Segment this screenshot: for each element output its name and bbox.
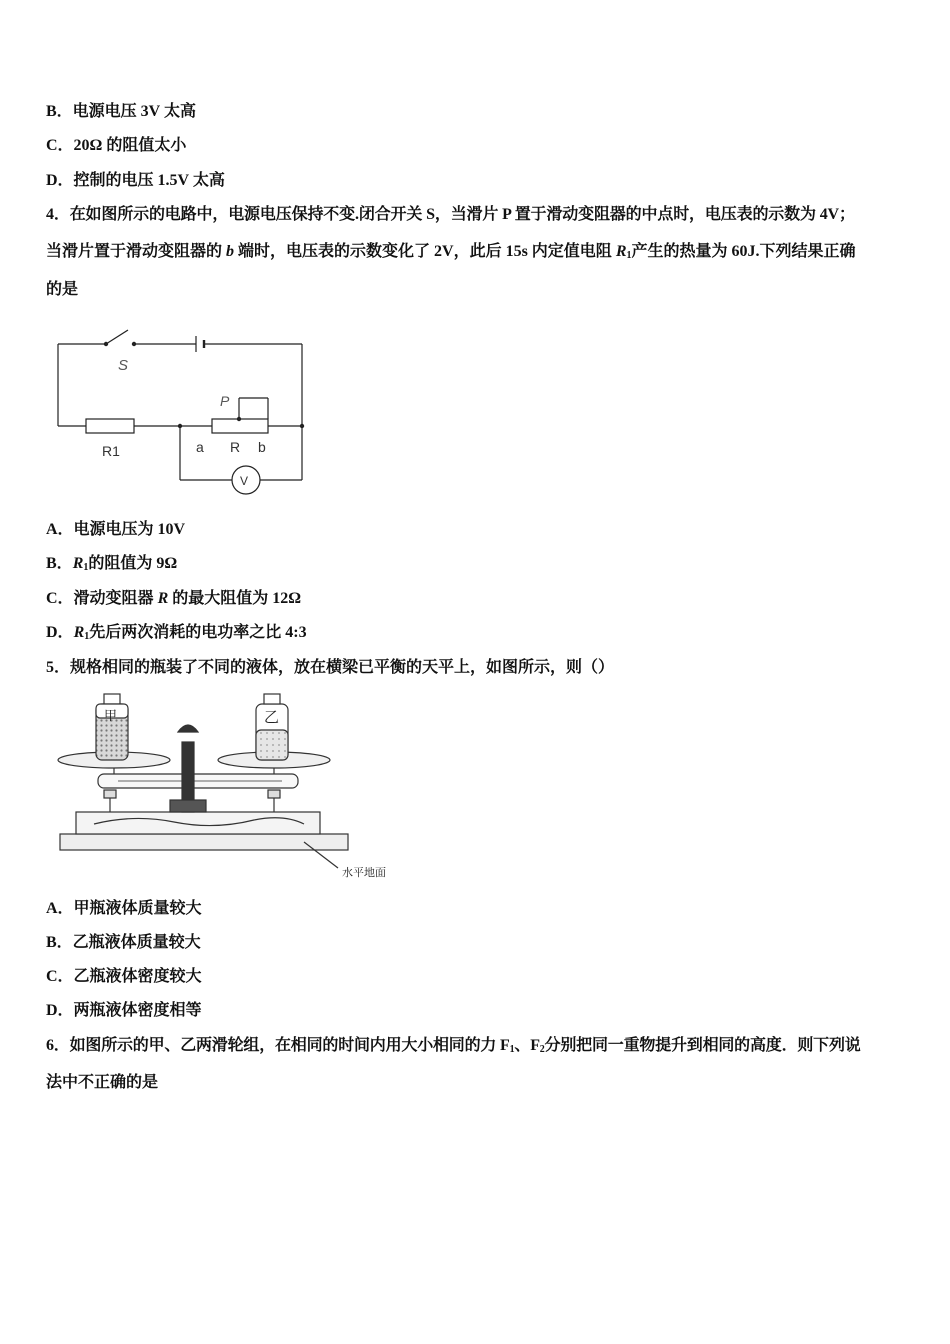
q6-f2-sub: 2: [539, 1044, 545, 1055]
balance-base: [76, 812, 320, 834]
q4-stem-b-end: b: [226, 243, 235, 260]
resistor-r1: [86, 419, 134, 433]
q4-stem-text: 当滑片置于滑动变阻器的: [46, 243, 227, 260]
q4-stem-text: 产生的热量为 60J.下列结果正确: [631, 243, 856, 260]
q6-stem-line1: [46, 1036, 861, 1060]
q4-option-a: A．电源电压为 10V: [46, 521, 186, 538]
switch-label: S: [118, 357, 129, 374]
q6-stem-text: 6．如图所示的甲、乙两滑轮组，在相同的时间内用大小相同的力 F: [46, 1037, 510, 1054]
foot-right: [268, 790, 280, 798]
q4-circuit-diagram: [46, 320, 316, 500]
option-r-sub: 1: [84, 631, 90, 642]
q5-stem: 5．规格相同的瓶装了不同的液体，放在横梁已平衡的天平上，如图所示，则（）: [46, 659, 615, 676]
q6-stem-text: 分别把同一重物提升到相同的高度．则下列说: [544, 1037, 861, 1054]
voltmeter-label: V: [240, 474, 249, 488]
q5-option-a: A．甲瓶液体质量较大: [46, 900, 202, 917]
q4-stem-r: R: [615, 243, 627, 260]
option-r-sub: 1: [83, 562, 89, 573]
r1-label: R1: [102, 443, 120, 459]
pillar-top: [178, 725, 198, 732]
q3-option-c: C．20Ω 的阻值太小: [46, 137, 187, 154]
bottle-right-liquid: [256, 730, 288, 760]
switch-contact: [104, 342, 108, 346]
bottle-right-label: 乙: [264, 709, 280, 726]
q6-stem-line2: 法中不正确的是: [46, 1074, 159, 1091]
end-a-label: a: [196, 439, 204, 455]
slider-label: P: [220, 393, 230, 409]
bottle-left-cap: [104, 694, 120, 704]
q5-option-b: B．乙瓶液体质量较大: [46, 934, 201, 951]
slider-contact: [237, 417, 241, 421]
option-text: B．: [46, 555, 73, 572]
junction-node: [178, 424, 182, 428]
rheostat-label: R: [230, 439, 241, 455]
q4-stem-line1: 4．在如图所示的电路中，电源电压保持不变.闭合开关 S，当滑片 P 置于滑动变阻器的中点时，电压表的示数为 4V；: [46, 206, 855, 223]
ground-label: 水平地面: [342, 867, 386, 879]
option-text: C．滑动变阻器: [46, 590, 158, 607]
option-text: 先后两次消耗的电功率之比 4:3: [89, 624, 307, 641]
q4-stem-line3: 的是: [46, 281, 79, 298]
end-b-label: b: [258, 439, 266, 455]
switch-blade: [106, 330, 128, 344]
option-r: R: [73, 624, 85, 641]
q6-stem-text: 、F: [514, 1037, 540, 1054]
q6-f1-sub: 1: [509, 1044, 515, 1055]
q4-option-d: [46, 623, 307, 647]
q5-option-c: C．乙瓶液体密度较大: [46, 968, 202, 985]
option-r: R: [72, 555, 84, 572]
q4-option-c: [46, 589, 301, 609]
switch-contact: [132, 342, 136, 346]
q4-stem-text: 端时，电压表的示数变化了 2V，此后 15s 内定值电阻: [234, 243, 616, 260]
bottle-right-cap: [264, 694, 280, 704]
foot-left: [104, 790, 116, 798]
q3-option-b: B．电源电压 3V 太高: [46, 103, 196, 120]
option-text: 的最大阻值为 12Ω: [168, 590, 302, 607]
option-text: D．: [46, 624, 74, 641]
option-r: R: [157, 590, 169, 607]
q4-stem-r-sub: 1: [626, 250, 632, 261]
q4-option-b: [46, 554, 177, 578]
q5-balance-diagram: [54, 688, 404, 884]
bottle-left-label: 甲: [104, 708, 118, 723]
junction-node: [300, 424, 304, 428]
q4-stem-line2: [46, 242, 856, 266]
q5-option-d: D．两瓶液体密度相等: [46, 1002, 202, 1019]
pillar-base: [170, 800, 206, 812]
q3-option-d: D．控制的电压 1.5V 太高: [46, 172, 225, 189]
rheostat-r: [212, 419, 268, 433]
option-text: 的阻值为 9Ω: [88, 555, 178, 572]
